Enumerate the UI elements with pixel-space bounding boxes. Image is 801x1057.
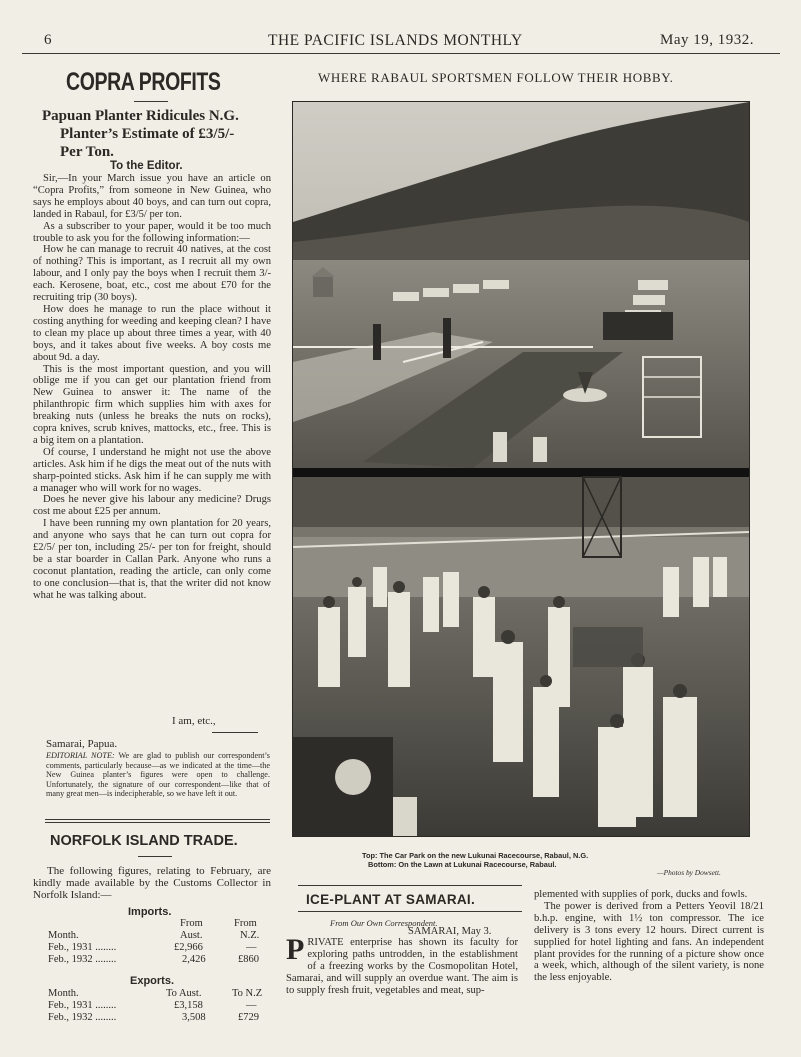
dateline: SAMARAI, May 3. xyxy=(408,926,492,937)
table-row: Feb., 1931 ........ xyxy=(48,942,117,953)
subhead-line: Papuan Planter Ridicules N.G. xyxy=(42,108,239,124)
editorial-text: We are glad to publish our correspondent’s comments, particularly because—as we indicated at the time—the New Guinea planter’s figures were open to challenge. Unfortunately, the signature of our correspondent—like that of many great men—is indecipherable, so we have left it out. xyxy=(46,751,270,799)
exports-month-header: Month. xyxy=(48,988,79,999)
racecourse-photo-svg xyxy=(293,102,749,836)
ice-paragraph: The power is derived from a Petters Yeovil 18/21 b.h.p. engine, with 1½ ton compressor. The ice delivery is 3 tons every 12 hours. Direct current is supplied for hotel lighting and fans. An independent plant provides for the running of a picture show once a week, which, although of the silent variety, is none the less enjoyable. xyxy=(534,900,764,984)
editorial-label: EDITORIAL NOTE: xyxy=(46,751,115,760)
issue-date: May 19, 1932. xyxy=(660,32,754,48)
table-cell: £2,966 xyxy=(174,942,203,953)
row-month: Feb., 1931 xyxy=(48,942,93,953)
subhead-line: Planter’s Estimate of £3/5/- xyxy=(60,126,235,142)
racecourse-photos xyxy=(292,101,750,837)
imports-col-b-header-1: From xyxy=(234,918,257,929)
exports-col-b-header: To N.Z xyxy=(232,988,263,999)
row-month: Feb., 1931 xyxy=(48,1000,93,1011)
signoff: I am, etc., xyxy=(172,715,216,727)
title-rule xyxy=(134,101,168,102)
photo-title: WHERE RABAUL SPORTSMEN FOLLOW THEIR HOBBY. xyxy=(318,70,674,85)
exports-col-a-header: To Aust. xyxy=(166,988,202,999)
header-rule xyxy=(22,53,780,54)
paragraph: I have been running my own plantation for 20 years, and anyone who says that he can turn out copra for £2/5/ per ton, including 25/- per ton for freight, should be a star boarder in Callan Park. Anyone who runs a coconut plantation, reading the article, can only come to one conclusion—that is, that the writer did not know what he was talking about. xyxy=(33,518,271,601)
copra-subhead xyxy=(42,107,272,161)
paragraph: How he can manage to recruit 40 natives, at the cost of nothing? This is important, as I recruit all my own labour, and I only pay the boys when I recruit them 3/- each. Kerosene, boat, etc., cost me about £70 for the recruiting trip (30 boys). xyxy=(33,244,271,304)
ice-body-col1 xyxy=(286,933,518,997)
row-month: Feb., 1932 xyxy=(48,954,93,965)
imports-col-a-header-1: From xyxy=(180,918,203,929)
signature-rule xyxy=(212,732,258,733)
publication-title: THE PACIFIC ISLANDS MONTHLY xyxy=(268,32,523,49)
editorial-note xyxy=(46,751,270,799)
page-number: 6 xyxy=(44,32,52,48)
car-park-photo xyxy=(293,102,749,477)
letter-place: Samarai, Papua. xyxy=(46,738,118,750)
paragraph: Sir,—In your March issue you have an article on “Copra Profits,” from someone in New Guinea, who says he employs about 40 boys, and can turn out copra, landed in Rabaul, for £3/5/ per ton. xyxy=(33,173,271,220)
table-cell: £3,158 xyxy=(174,1000,203,1011)
row-month: Feb., 1932 xyxy=(48,1012,93,1023)
table-row: Feb., 1932 ........ xyxy=(48,954,117,965)
ice-paragraph: RIVATE enterprise has shown its faculty for exploring paths untrodden, in the establishment of a freezing works by the Cosmopolitan Hotel, Samarai, and will supply an overdue want. The aim is to supply fresh fruit, vegetables and meat, sup- xyxy=(286,937,518,996)
table-cell: £729 xyxy=(238,1012,259,1023)
imports-month-header: Month. xyxy=(48,930,79,941)
ice-paragraph: plemented with supplies of pork, ducks and fowls. xyxy=(534,889,748,900)
norfolk-title: NORFOLK ISLAND TRADE. xyxy=(50,833,238,849)
ice-title: ICE-PLANT AT SAMARAI. xyxy=(306,892,476,907)
paragraph: This is the most important question, and you will oblige me if you can get our plantation friend from New Guinea to answer it: The name of the philanthropic firm which supplies him with axes for breaking nuts (unless he breaks the nuts on rocks), copra knives, scrub knives, mattocks, etc., free. This is a big item on a plantation. xyxy=(33,363,271,446)
table-cell: 2,426 xyxy=(182,954,206,965)
table-cell: £860 xyxy=(238,954,259,965)
table-row: Feb., 1931 ........ xyxy=(48,1000,117,1011)
ice-body-col2 xyxy=(534,889,764,984)
exports-heading: Exports. xyxy=(130,975,175,987)
to-the-editor: To the Editor. xyxy=(110,160,183,172)
subhead-line: Per Ton. xyxy=(60,144,114,160)
table-cell: — xyxy=(246,942,257,953)
norfolk-rule xyxy=(138,856,172,857)
imports-col-a-header-2: Aust. xyxy=(180,930,203,941)
paragraph: As a subscriber to your paper, would it be too much trouble to ask you for the following information:— xyxy=(33,220,271,244)
copra-letter-body xyxy=(33,173,271,602)
copra-title: COPRA PROFITS xyxy=(66,68,221,96)
paragraph: How does he manage to run the place without it costing anything for weeding and keeping clean? I have to clean my place up about three times a year, with 40 boys, and it takes about five weeks. A boy costs me about 9d. a day. xyxy=(33,303,271,363)
caption-bottom: Bottom: On the Lawn at Lukunai Racecourse, Rabaul. xyxy=(368,860,557,869)
table-cell: 3,508 xyxy=(182,1012,206,1023)
paragraph: Does he never give his labour any medicine? Drugs cost me about £25 per annum. xyxy=(33,494,271,518)
imports-col-b-header-2: N.Z. xyxy=(240,930,260,941)
caption-top: Top: The Car Park on the new Lukunai Racecourse, Rabaul, N.G. xyxy=(362,851,589,860)
photo-credit: —Photos by Dowsett. xyxy=(657,868,721,877)
table-cell: — xyxy=(246,1000,257,1011)
section-divider xyxy=(45,819,270,823)
table-row: Feb., 1932 ........ xyxy=(48,1012,117,1023)
imports-heading: Imports. xyxy=(128,906,172,918)
norfolk-intro xyxy=(33,865,271,901)
drop-cap: P xyxy=(286,933,305,966)
correspondent: From Our Own Correspondent. xyxy=(330,918,438,928)
photo-caption xyxy=(362,851,588,869)
paragraph: Of course, I understand he might not use the above articles. Ask him if he digs the meat out of the nuts with sharp-pointed sticks. Ask him if he can supply me with a manager who will work for no wages. xyxy=(33,446,271,494)
lawn-photo xyxy=(293,477,749,836)
norfolk-intro-text: The following figures, relating to February, are kindly made available by the Customs Collector in Norfolk Island:— xyxy=(33,865,271,901)
